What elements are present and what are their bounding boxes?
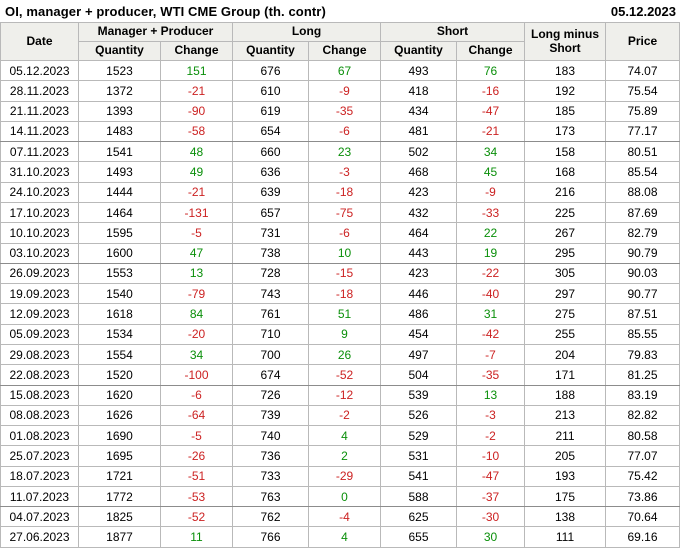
quantity-cell: 619	[233, 101, 309, 121]
quantity-cell: 636	[233, 162, 309, 182]
change-cell: -131	[161, 202, 233, 222]
long-minus-short-cell: 183	[525, 61, 606, 81]
quantity-cell: 1541	[79, 142, 161, 162]
long-minus-short-cell: 171	[525, 365, 606, 385]
price-cell: 85.55	[606, 324, 680, 344]
quantity-cell: 423	[381, 263, 457, 283]
date-cell: 05.12.2023	[1, 61, 79, 81]
date-cell: 15.08.2023	[1, 385, 79, 405]
cot-table	[0, 22, 680, 548]
long-minus-short-cell: 275	[525, 304, 606, 324]
quantity-cell: 1690	[79, 426, 161, 446]
date-cell: 24.10.2023	[1, 182, 79, 202]
header-long-change: Change	[309, 42, 381, 61]
date-cell: 26.09.2023	[1, 263, 79, 283]
change-cell: -6	[309, 223, 381, 243]
change-cell: 30	[457, 527, 525, 548]
quantity-cell: 1877	[79, 527, 161, 548]
quantity-cell: 1464	[79, 202, 161, 222]
quantity-cell: 1444	[79, 182, 161, 202]
table-row	[1, 61, 680, 81]
date-cell: 11.07.2023	[1, 486, 79, 506]
long-minus-short-cell: 267	[525, 223, 606, 243]
long-minus-short-cell: 111	[525, 527, 606, 548]
change-cell: 11	[161, 527, 233, 548]
quantity-cell: 700	[233, 344, 309, 364]
quantity-cell: 468	[381, 162, 457, 182]
change-cell: 9	[309, 324, 381, 344]
change-cell: 84	[161, 304, 233, 324]
quantity-cell: 588	[381, 486, 457, 506]
date-cell: 18.07.2023	[1, 466, 79, 486]
change-cell: -4	[309, 507, 381, 527]
quantity-cell: 1553	[79, 263, 161, 283]
quantity-cell: 486	[381, 304, 457, 324]
table-row	[1, 223, 680, 243]
price-cell: 77.07	[606, 446, 680, 466]
table-row	[1, 182, 680, 202]
long-minus-short-cell: 168	[525, 162, 606, 182]
date-cell: 08.08.2023	[1, 405, 79, 425]
change-cell: 4	[309, 426, 381, 446]
long-minus-short-cell: 205	[525, 446, 606, 466]
quantity-cell: 726	[233, 385, 309, 405]
table-row	[1, 324, 680, 344]
change-cell: 26	[309, 344, 381, 364]
change-cell: -3	[309, 162, 381, 182]
change-cell: -6	[161, 385, 233, 405]
change-cell: 23	[309, 142, 381, 162]
quantity-cell: 743	[233, 284, 309, 304]
change-cell: -10	[457, 446, 525, 466]
quantity-cell: 446	[381, 284, 457, 304]
change-cell: 49	[161, 162, 233, 182]
quantity-cell: 763	[233, 486, 309, 506]
change-cell: -64	[161, 405, 233, 425]
price-cell: 80.58	[606, 426, 680, 446]
price-cell: 75.54	[606, 81, 680, 101]
quantity-cell: 423	[381, 182, 457, 202]
change-cell: -47	[457, 101, 525, 121]
table-row	[1, 507, 680, 527]
long-minus-short-cell: 138	[525, 507, 606, 527]
change-cell: -22	[457, 263, 525, 283]
price-cell: 80.51	[606, 142, 680, 162]
quantity-cell: 541	[381, 466, 457, 486]
change-cell: 4	[309, 527, 381, 548]
long-minus-short-cell: 158	[525, 142, 606, 162]
long-minus-short-cell: 204	[525, 344, 606, 364]
report-date: 05.12.2023	[610, 3, 676, 19]
change-cell: -40	[457, 284, 525, 304]
date-cell: 25.07.2023	[1, 446, 79, 466]
table-row	[1, 486, 680, 506]
quantity-cell: 740	[233, 426, 309, 446]
table-row	[1, 162, 680, 182]
change-cell: 151	[161, 61, 233, 81]
quantity-cell: 443	[381, 243, 457, 263]
table-row	[1, 101, 680, 121]
quantity-cell: 674	[233, 365, 309, 385]
change-cell: 48	[161, 142, 233, 162]
change-cell: 34	[457, 142, 525, 162]
table-row	[1, 142, 680, 162]
change-cell: 2	[309, 446, 381, 466]
quantity-cell: 739	[233, 405, 309, 425]
date-cell: 28.11.2023	[1, 81, 79, 101]
price-cell: 69.16	[606, 527, 680, 548]
change-cell: 0	[309, 486, 381, 506]
quantity-cell: 1772	[79, 486, 161, 506]
date-cell: 07.11.2023	[1, 142, 79, 162]
quantity-cell: 728	[233, 263, 309, 283]
price-cell: 75.89	[606, 101, 680, 121]
quantity-cell: 733	[233, 466, 309, 486]
change-cell: -16	[457, 81, 525, 101]
quantity-cell: 432	[381, 202, 457, 222]
change-cell: -2	[457, 426, 525, 446]
title-bar	[0, 0, 680, 22]
change-cell: 13	[161, 263, 233, 283]
change-cell: -29	[309, 466, 381, 486]
table-row	[1, 426, 680, 446]
change-cell: -79	[161, 284, 233, 304]
table-row	[1, 466, 680, 486]
long-minus-short-cell: 295	[525, 243, 606, 263]
table-row	[1, 121, 680, 141]
quantity-cell: 1695	[79, 446, 161, 466]
price-cell: 87.51	[606, 304, 680, 324]
quantity-cell: 1554	[79, 344, 161, 364]
change-cell: -52	[161, 507, 233, 527]
long-minus-short-cell: 173	[525, 121, 606, 141]
change-cell: -12	[309, 385, 381, 405]
quantity-cell: 736	[233, 446, 309, 466]
quantity-cell: 766	[233, 527, 309, 548]
date-cell: 05.09.2023	[1, 324, 79, 344]
table-row	[1, 284, 680, 304]
change-cell: -52	[309, 365, 381, 385]
table-row	[1, 304, 680, 324]
change-cell: -37	[457, 486, 525, 506]
price-cell: 79.83	[606, 344, 680, 364]
header-group-long: Long	[233, 23, 381, 42]
change-cell: -2	[309, 405, 381, 425]
quantity-cell: 526	[381, 405, 457, 425]
change-cell: -15	[309, 263, 381, 283]
date-cell: 04.07.2023	[1, 507, 79, 527]
change-cell: -42	[457, 324, 525, 344]
table-row	[1, 527, 680, 548]
quantity-cell: 639	[233, 182, 309, 202]
table-row	[1, 243, 680, 263]
quantity-cell: 1534	[79, 324, 161, 344]
quantity-cell: 1523	[79, 61, 161, 81]
quantity-cell: 1595	[79, 223, 161, 243]
quantity-cell: 1393	[79, 101, 161, 121]
long-minus-short-cell: 297	[525, 284, 606, 304]
price-cell: 83.19	[606, 385, 680, 405]
date-cell: 17.10.2023	[1, 202, 79, 222]
quantity-cell: 502	[381, 142, 457, 162]
change-cell: 51	[309, 304, 381, 324]
quantity-cell: 529	[381, 426, 457, 446]
header-long-minus-short: Long minus Short	[525, 23, 606, 61]
quantity-cell: 497	[381, 344, 457, 364]
change-cell: -58	[161, 121, 233, 141]
table-row	[1, 263, 680, 283]
table-row	[1, 202, 680, 222]
table-row	[1, 81, 680, 101]
quantity-cell: 610	[233, 81, 309, 101]
change-cell: -75	[309, 202, 381, 222]
change-cell: 10	[309, 243, 381, 263]
date-cell: 19.09.2023	[1, 284, 79, 304]
page-title: OI, manager + producer, WTI CME Group (th. contr)	[5, 3, 326, 19]
quantity-cell: 625	[381, 507, 457, 527]
change-cell: -35	[309, 101, 381, 121]
quantity-cell: 710	[233, 324, 309, 344]
quantity-cell: 434	[381, 101, 457, 121]
quantity-cell: 1493	[79, 162, 161, 182]
change-cell: -90	[161, 101, 233, 121]
quantity-cell: 418	[381, 81, 457, 101]
change-cell: -30	[457, 507, 525, 527]
quantity-cell: 676	[233, 61, 309, 81]
quantity-cell: 1600	[79, 243, 161, 263]
long-minus-short-cell: 305	[525, 263, 606, 283]
date-cell: 01.08.2023	[1, 426, 79, 446]
change-cell: -47	[457, 466, 525, 486]
long-minus-short-cell: 175	[525, 486, 606, 506]
price-cell: 90.03	[606, 263, 680, 283]
date-cell: 12.09.2023	[1, 304, 79, 324]
date-cell: 27.06.2023	[1, 527, 79, 548]
change-cell: -18	[309, 182, 381, 202]
table-body	[1, 61, 680, 548]
price-cell: 85.54	[606, 162, 680, 182]
price-cell: 81.25	[606, 365, 680, 385]
change-cell: -33	[457, 202, 525, 222]
table-header	[1, 23, 680, 61]
table-row	[1, 365, 680, 385]
long-minus-short-cell: 188	[525, 385, 606, 405]
change-cell: -21	[161, 81, 233, 101]
quantity-cell: 762	[233, 507, 309, 527]
change-cell: -5	[161, 426, 233, 446]
date-cell: 31.10.2023	[1, 162, 79, 182]
quantity-cell: 1372	[79, 81, 161, 101]
long-minus-short-cell: 192	[525, 81, 606, 101]
price-cell: 70.64	[606, 507, 680, 527]
quantity-cell: 454	[381, 324, 457, 344]
price-cell: 90.77	[606, 284, 680, 304]
quantity-cell: 464	[381, 223, 457, 243]
date-cell: 29.08.2023	[1, 344, 79, 364]
header-mp-change: Change	[161, 42, 233, 61]
date-cell: 21.11.2023	[1, 101, 79, 121]
change-cell: 45	[457, 162, 525, 182]
long-minus-short-cell: 213	[525, 405, 606, 425]
price-cell: 75.42	[606, 466, 680, 486]
quantity-cell: 1825	[79, 507, 161, 527]
header-short-quantity: Quantity	[381, 42, 457, 61]
quantity-cell: 531	[381, 446, 457, 466]
header-group-manager-producer: Manager + Producer	[79, 23, 233, 42]
quantity-cell: 731	[233, 223, 309, 243]
change-cell: 22	[457, 223, 525, 243]
quantity-cell: 660	[233, 142, 309, 162]
table-row	[1, 385, 680, 405]
quantity-cell: 761	[233, 304, 309, 324]
long-minus-short-cell: 193	[525, 466, 606, 486]
quantity-cell: 1721	[79, 466, 161, 486]
change-cell: -35	[457, 365, 525, 385]
table-row	[1, 405, 680, 425]
header-group-short: Short	[381, 23, 525, 42]
quantity-cell: 504	[381, 365, 457, 385]
quantity-cell: 738	[233, 243, 309, 263]
header-mp-quantity: Quantity	[79, 42, 161, 61]
price-cell: 90.79	[606, 243, 680, 263]
header-price: Price	[606, 23, 680, 61]
change-cell: -9	[309, 81, 381, 101]
header-long-quantity: Quantity	[233, 42, 309, 61]
change-cell: 67	[309, 61, 381, 81]
change-cell: -20	[161, 324, 233, 344]
header-short-change: Change	[457, 42, 525, 61]
long-minus-short-cell: 216	[525, 182, 606, 202]
table-row	[1, 446, 680, 466]
table-row	[1, 344, 680, 364]
price-cell: 73.86	[606, 486, 680, 506]
change-cell: -7	[457, 344, 525, 364]
quantity-cell: 539	[381, 385, 457, 405]
change-cell: -6	[309, 121, 381, 141]
date-cell: 03.10.2023	[1, 243, 79, 263]
change-cell: 19	[457, 243, 525, 263]
date-cell: 14.11.2023	[1, 121, 79, 141]
change-cell: -53	[161, 486, 233, 506]
change-cell: -9	[457, 182, 525, 202]
long-minus-short-cell: 185	[525, 101, 606, 121]
change-cell: -26	[161, 446, 233, 466]
change-cell: 31	[457, 304, 525, 324]
long-minus-short-cell: 211	[525, 426, 606, 446]
long-minus-short-cell: 255	[525, 324, 606, 344]
price-cell: 87.69	[606, 202, 680, 222]
price-cell: 82.79	[606, 223, 680, 243]
date-cell: 22.08.2023	[1, 365, 79, 385]
change-cell: 47	[161, 243, 233, 263]
price-cell: 74.07	[606, 61, 680, 81]
header-date: Date	[1, 23, 79, 61]
quantity-cell: 1620	[79, 385, 161, 405]
change-cell: 76	[457, 61, 525, 81]
change-cell: 34	[161, 344, 233, 364]
quantity-cell: 655	[381, 527, 457, 548]
quantity-cell: 481	[381, 121, 457, 141]
quantity-cell: 1540	[79, 284, 161, 304]
change-cell: -18	[309, 284, 381, 304]
change-cell: -100	[161, 365, 233, 385]
price-cell: 88.08	[606, 182, 680, 202]
quantity-cell: 1483	[79, 121, 161, 141]
quantity-cell: 493	[381, 61, 457, 81]
quantity-cell: 1520	[79, 365, 161, 385]
price-cell: 82.82	[606, 405, 680, 425]
change-cell: 13	[457, 385, 525, 405]
change-cell: -51	[161, 466, 233, 486]
quantity-cell: 654	[233, 121, 309, 141]
quantity-cell: 1626	[79, 405, 161, 425]
change-cell: -3	[457, 405, 525, 425]
price-cell: 77.17	[606, 121, 680, 141]
date-cell: 10.10.2023	[1, 223, 79, 243]
long-minus-short-cell: 225	[525, 202, 606, 222]
quantity-cell: 657	[233, 202, 309, 222]
change-cell: -21	[457, 121, 525, 141]
quantity-cell: 1618	[79, 304, 161, 324]
change-cell: -21	[161, 182, 233, 202]
change-cell: -5	[161, 223, 233, 243]
